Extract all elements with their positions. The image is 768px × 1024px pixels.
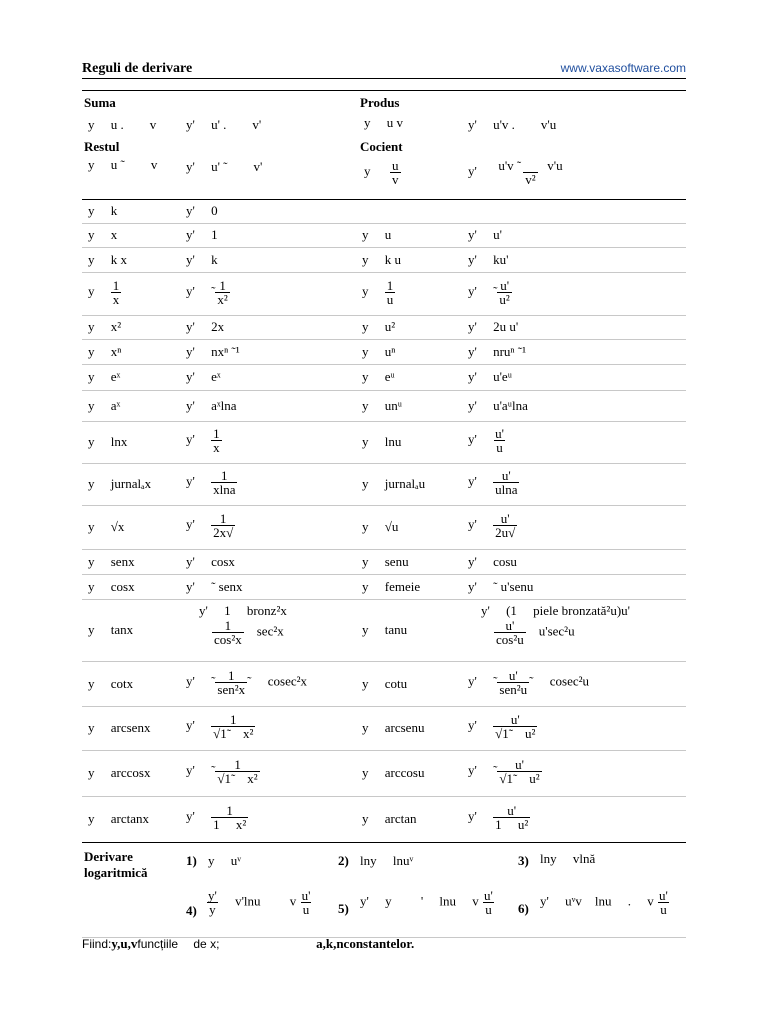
formula-cell-a: y jurnalₐx xyxy=(88,476,152,491)
formula-cell-d: y' $\frac{u'}{\text{√1̃ u²}}$ xyxy=(468,712,536,741)
log-f6: y' uᵛv lnu . v $\frac{u'}{u}$ xyxy=(540,888,668,917)
log-n6: 6) xyxy=(518,901,529,916)
formula-cell-b: y' cosx xyxy=(186,553,235,569)
formula-cell-d: y' ˜ $\frac{u'}{\text{sen²u}}$ ˜ cosec²u xyxy=(468,667,590,697)
formula-cell-b: y' nxⁿ ˜¹ xyxy=(186,343,240,359)
table-row xyxy=(82,706,686,751)
formula-cell-a: y k x xyxy=(88,251,127,267)
formula-cell-a: y xⁿ xyxy=(88,343,122,359)
table-row xyxy=(82,463,686,506)
table-row xyxy=(82,750,686,797)
footer-note: Fiind:y,u,vfuncțiile de x; a,k,nconstantelor. xyxy=(82,936,415,951)
formula-cell-d: y' 2u u' xyxy=(468,319,519,334)
formula-cell-a: y cosx xyxy=(88,578,135,594)
suma-y: y u . v xyxy=(88,117,157,132)
basic-rules-block xyxy=(82,90,686,200)
formula-cell-c: y √u xyxy=(362,519,399,534)
formula-cell-d: y' $\frac{u'}{ulna}$ xyxy=(468,468,518,497)
formula-cell-c: y jurnalₐu xyxy=(362,476,426,491)
table-row xyxy=(82,796,686,843)
produs-y: y u v xyxy=(364,115,403,130)
formula-cell-a: y x xyxy=(88,227,118,242)
formula-cell-a: y arctanx xyxy=(88,811,150,826)
cocient-derivative: y' $\frac{u'v ˜ v'u}{\text{v²}}$ xyxy=(468,158,563,187)
produs-label: Produs xyxy=(360,95,400,110)
table-row xyxy=(82,223,686,248)
log-n3: 3) xyxy=(518,853,529,868)
formula-cell-d: y' cosu xyxy=(468,553,517,569)
produs-derivative: y' u'v . v'u xyxy=(468,117,557,132)
formula-cell-a: y √x xyxy=(88,519,125,534)
formula-cell-a: y k xyxy=(88,202,118,218)
formula-cell-a: y x² xyxy=(88,319,122,334)
formula-cell-c: y uⁿ xyxy=(362,343,396,359)
formula-cell-d: y' ku' xyxy=(468,251,509,267)
formula-cell-b: y' $\frac{1}{2x√}$ xyxy=(186,511,234,540)
table-row xyxy=(82,339,686,365)
formula-cell-c: y senu xyxy=(362,553,409,569)
formula-cell-b: y' $\frac{1}{x}$ xyxy=(186,426,220,455)
formula-cell-b: y' aˣlna xyxy=(186,397,237,413)
log-n1: 1) xyxy=(186,853,197,868)
formula-cell-b: y' ˜ $\frac{1}{\text{sen²x}}$ ˜ cosec²x xyxy=(186,667,308,697)
suma-label: Suma xyxy=(84,95,116,110)
formula-cell-a: y $\frac{1}{x}$ xyxy=(88,277,120,307)
formula-cell-c: y tanu xyxy=(362,622,408,637)
table-row xyxy=(82,505,686,550)
formula-cell-d: y' ˜ $\frac{u'}{\text{u²}}$ xyxy=(468,277,510,307)
formula-cell-c: y cotu xyxy=(362,675,408,691)
formula-cell-b: y' $\frac{1}{xlna}$ xyxy=(186,468,236,497)
formula-cell-d: y' (1 piele bronzată²u)u' $\frac{u'}{\text{cos²u}}$ u'sec²u xyxy=(468,603,631,647)
cocient-y: y $\frac{u}{v}$ xyxy=(364,158,399,187)
formula-cell-d: y' nruⁿ ˜¹ xyxy=(468,343,526,359)
table-row xyxy=(82,364,686,391)
restul-derivative: y' u' ˜ v' xyxy=(186,159,263,174)
formula-cell-b: y' ˜ $\frac{1}{\text{√1̃ x²}}$ xyxy=(186,757,258,786)
formula-cell-c: y lnu xyxy=(362,434,402,449)
formula-cell-d: y' $\frac{u'}{\text{1 u²}}$ xyxy=(468,803,529,832)
formula-cell-d: y' ˜ u'senu xyxy=(468,578,534,594)
log-f3: lny vlnă xyxy=(540,851,596,866)
website-link[interactable]: www.vaxasoftware.com xyxy=(560,61,686,75)
formula-cell-c: y arcsenu xyxy=(362,720,425,735)
header xyxy=(82,58,686,79)
formula-cell-a: y senx xyxy=(88,553,135,569)
formula-cell-c: y arccosu xyxy=(362,765,425,780)
formula-cell-b: y' ˜ senx xyxy=(186,578,243,594)
log-f4: $\frac{y'}{y}$ v'lnu v $\frac{u'}{u}$ xyxy=(208,888,311,917)
formula-cell-b: y' eˣ xyxy=(186,369,221,384)
log-n2: 2) xyxy=(338,853,349,868)
formula-cell-b: y' 1 xyxy=(186,227,218,242)
log-label-line2: logaritmică xyxy=(84,865,148,880)
formula-cell-d: y' $\frac{u'}{u}$ xyxy=(468,426,504,455)
restul-y: y u ˜ v xyxy=(88,157,158,172)
formula-cell-a: y arcsenx xyxy=(88,720,151,735)
formula-cell-c: y $\frac{1}{u}$ xyxy=(362,277,394,307)
table-row xyxy=(82,549,686,575)
table-row xyxy=(82,599,686,662)
formula-cell-b: y' $\frac{1}{\text{√1̃ x²}}$ xyxy=(186,712,254,741)
table-row xyxy=(82,574,686,600)
formula-cell-a: y aˣ xyxy=(88,397,121,413)
formula-cell-c: y unᵘ xyxy=(362,397,403,413)
page-title: Reguli de derivare xyxy=(82,61,193,76)
formula-cell-d: y' u' xyxy=(468,227,502,242)
log-n5: 5) xyxy=(338,901,349,916)
formula-cell-b: y' 0 xyxy=(186,202,218,218)
formula-cell-c: y eᵘ xyxy=(362,369,395,384)
suma-derivative: y' u' . v' xyxy=(186,117,262,132)
table-row xyxy=(82,390,686,422)
table-row xyxy=(82,661,686,707)
table-row xyxy=(82,247,686,273)
formula-cell-c: y u xyxy=(362,227,392,242)
formula-cell-b: y' 1 bronz²x $\frac{1}{\text{cos²x}}$ sec²x xyxy=(186,603,287,647)
formula-cell-a: y tanx xyxy=(88,622,134,637)
formula-cell-b: y' k xyxy=(186,251,218,267)
formula-cell-b: y' ˜ $\frac{1}{\text{x²}}$ xyxy=(186,277,228,307)
restul-label: Restul xyxy=(84,139,120,154)
formula-cell-c: y k u xyxy=(362,251,401,267)
cocient-label: Cocient xyxy=(360,139,403,154)
table-row xyxy=(82,421,686,464)
formula-cell-d: y' u'aᵘlna xyxy=(468,397,528,413)
formula-cell-c: y arctan xyxy=(362,811,417,826)
logarithmic-block xyxy=(82,842,686,938)
formula-cell-b: y' $\frac{1}{\text{1 x²}}$ xyxy=(186,803,247,832)
formula-cell-a: y lnx xyxy=(88,434,128,449)
formula-cell-a: y arccosx xyxy=(88,765,151,780)
formula-cell-a: y eˣ xyxy=(88,369,121,384)
formula-cell-a: y cotx xyxy=(88,675,134,691)
table-row xyxy=(82,198,686,224)
table-row xyxy=(82,272,686,316)
log-f1: y uᵛ xyxy=(208,853,242,868)
table-row xyxy=(82,315,686,340)
formula-cell-d: y' $\frac{u'}{2u√}$ xyxy=(468,511,516,540)
formula-cell-d: y' u'eᵘ xyxy=(468,369,512,384)
log-n4: 4) xyxy=(186,903,197,918)
log-label-line1: Derivare xyxy=(84,849,133,864)
log-f2: lny lnuᵛ xyxy=(360,853,414,868)
formula-cell-c: y u² xyxy=(362,319,396,334)
formula-sheet xyxy=(82,58,686,951)
log-f5: y' y ' lnu v $\frac{u'}{u}$ xyxy=(360,888,493,917)
formula-cell-d: y' ˜ $\frac{u'}{\text{√1̃ u²}}$ xyxy=(468,757,540,786)
formula-cell-b: y' 2x xyxy=(186,319,225,334)
formula-cell-c: y femeie xyxy=(362,578,421,594)
